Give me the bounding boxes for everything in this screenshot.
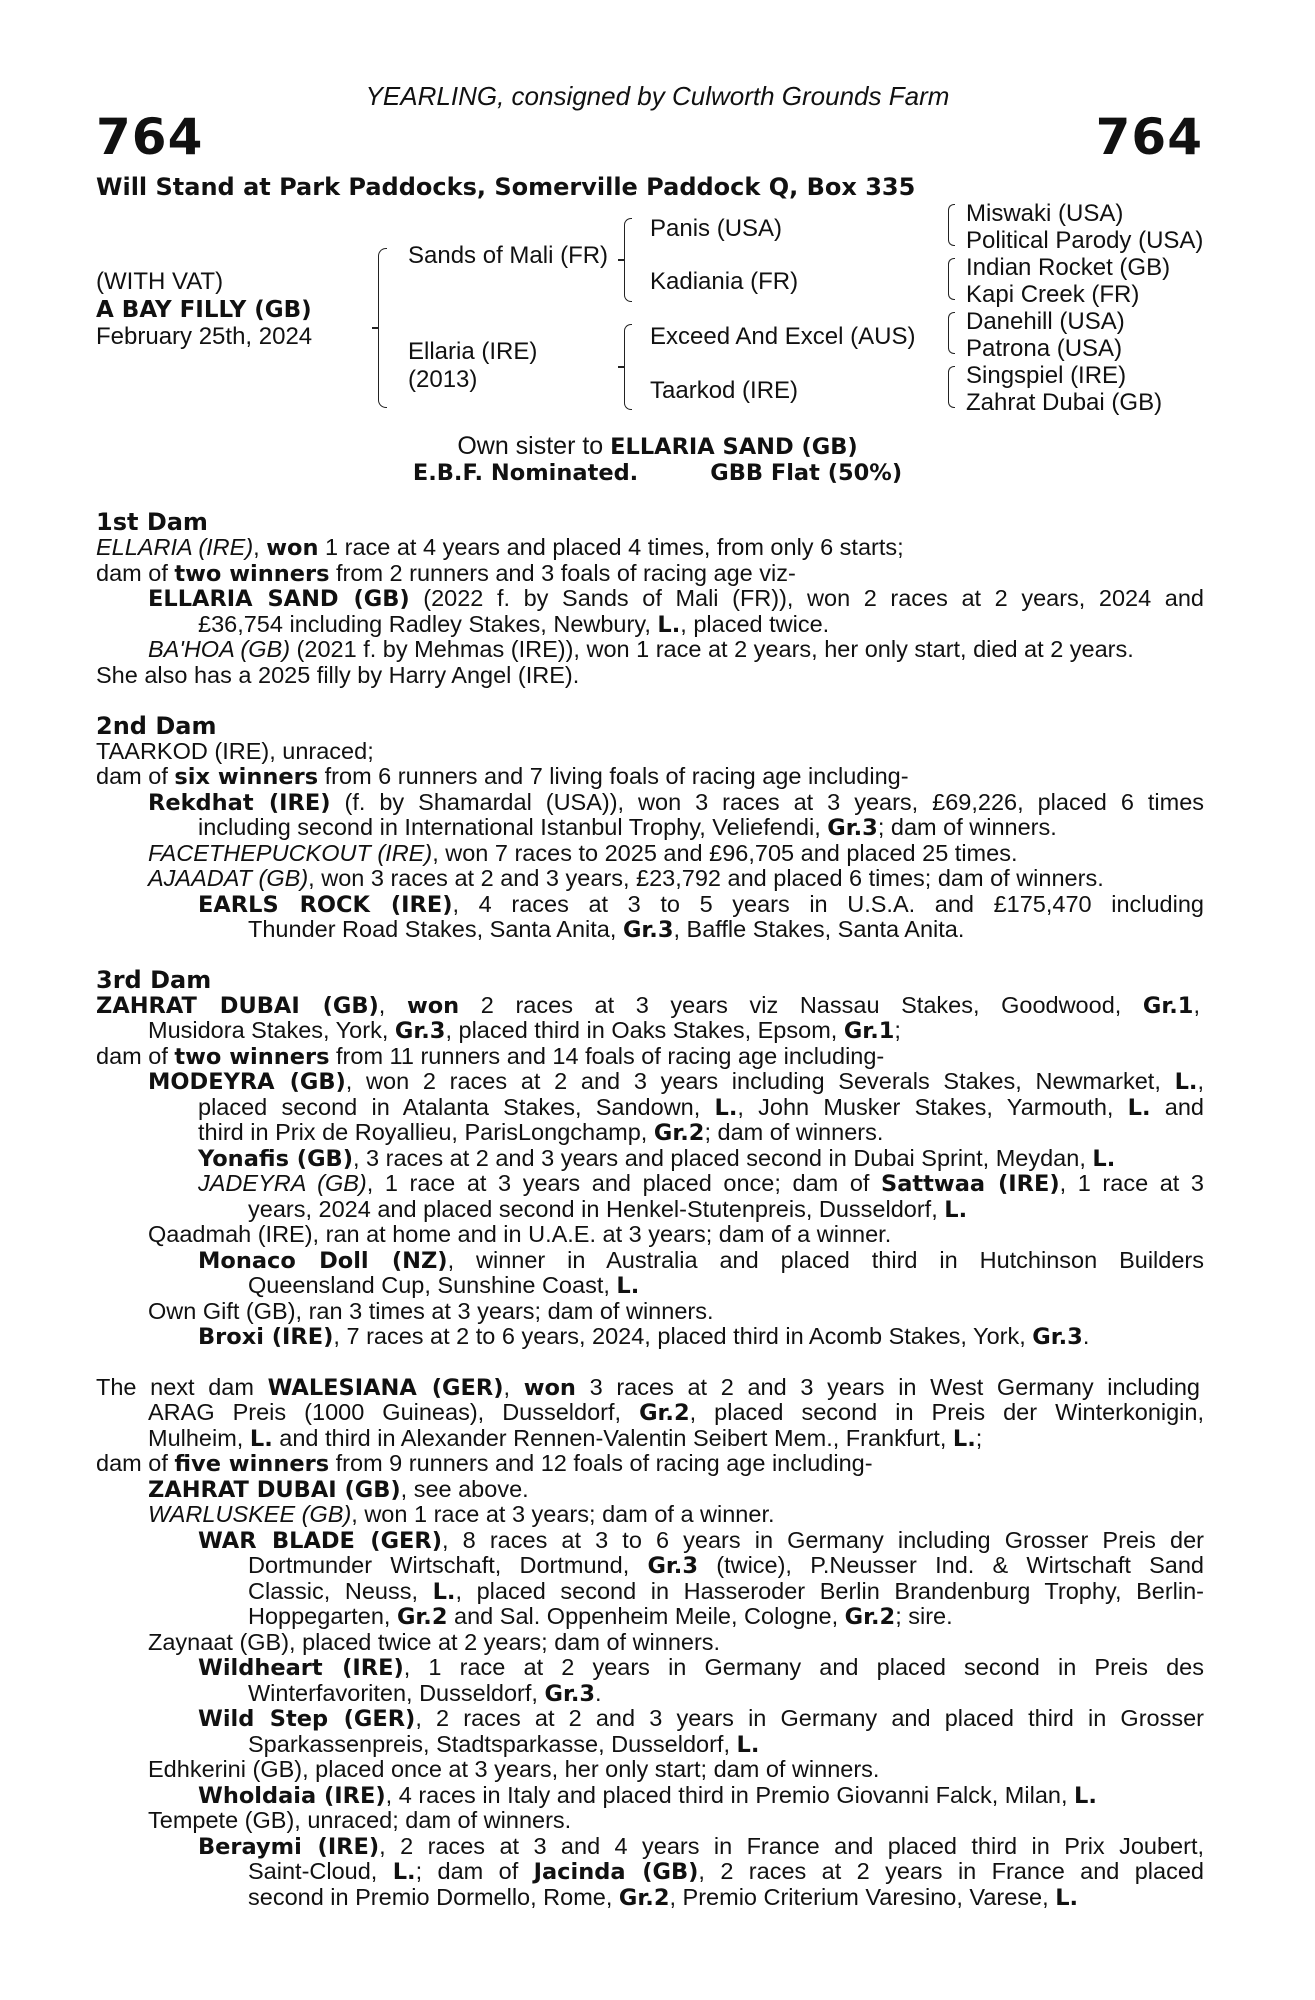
next-dam-line: WARLUSKEE (GB), won 1 race at 3 years; dam of a winner. [148,1501,775,1527]
next-dam-line: WAR BLADE (GER), 8 races at 3 to 6 years in Germany including Grosser Preis der [198,1527,1205,1554]
vat-note: (WITH VAT) [96,268,224,295]
next-dam-line: Wildheart (IRE), 1 race at 2 years in Germany and placed second in Preis des [198,1654,1204,1681]
great-granddam-8: Zahrat Dubai (GB) [966,389,1163,416]
next-dam-line: Edhkerini (GB), placed once at 3 years, her only start; dam of winners. [148,1756,880,1782]
second-dam-line: EARLS ROCK (IRE), 4 races at 3 to 5 years in U.S.A. and £175,470 including [198,891,1204,918]
third-dam-line: third in Prix de Royallieu, ParisLongchamp, Gr.2; dam of winners. [198,1119,884,1146]
foaling-date: February 25th, 2024 [96,323,313,350]
lot-number-right: 764 [1095,108,1203,166]
pedigree-brace-tick [372,327,378,329]
third-dam-line: ZAHRAT DUBAI (GB), won 2 races at 3 years viz Nassau Stakes, Goodwood, Gr.1, [96,992,1200,1019]
second-dam-heading: 2nd Dam [96,712,217,740]
next-dam-line: Dortmunder Wirtschaft, Dortmund, Gr.3 (twice), P.Neusser Ind. & Wirtschaft Sand [248,1552,1204,1579]
third-dam-line: Qaadmah (IRE), ran at home and in U.A.E. at 3 years; dam of a winner. [148,1221,892,1247]
great-grandsire-7: Singspiel (IRE) [966,362,1127,389]
second-dam-line: dam of six winners from 6 runners and 7 living foals of racing age including- [96,763,909,790]
next-dam-line: Winterfavoriten, Dusseldorf, Gr.3. [248,1680,602,1707]
next-dam-line: Saint-Cloud, L.; dam of Jacinda (GB), 2 races at 2 years in France and placed [248,1858,1204,1885]
next-dam-line: Sparkassenpreis, Stadtsparkasse, Dusseldorf, L. [248,1731,760,1758]
next-dam-line: Mulheim, L. and third in Alexander Rennen-Valentin Seibert Mem., Frankfurt, L.; [148,1425,983,1452]
great-grandsire-1: Miswaki (USA) [966,200,1124,227]
pedigree-brace-g1 [948,204,955,246]
next-dam-line: second in Premio Dormello, Rome, Gr.2, Premio Criterium Varesino, Varese, L. [248,1884,1079,1911]
next-dam-line: Classic, Neuss, L., placed second in Hasseroder Berlin Brandenburg Trophy, Berlin- [248,1578,1204,1605]
next-dam-line: The next dam WALESIANA (GER), won 3 races at 2 and 3 years in West Germany including [96,1374,1200,1401]
next-dam-line: ARAG Preis (1000 Guineas), Dusseldorf, Gr.2, placed second in Preis der Winterkonigin, [148,1399,1204,1426]
dam-dam: Taarkod (IRE) [650,377,799,404]
next-dam-line: Beraymi (IRE), 2 races at 3 and 4 years in France and placed third in Prix Joubert, [198,1833,1204,1860]
first-dam-line: ELLARIA SAND (GB) (2022 f. by Sands of Mali (FR)), won 2 races at 2 years, 2024 and [148,585,1204,612]
pedigree-brace-g4 [948,366,955,408]
first-dam-line: £36,754 including Radley Stakes, Newbury, L., placed twice. [198,611,830,638]
pedigree-brace-sire [624,218,632,302]
second-dam-line: TAARKOD (IRE), unraced; [96,738,374,764]
great-granddam-2: Political Parody (USA) [966,227,1204,254]
second-dam-line: Rekdhat (IRE) (f. by Shamardal (USA)), won 3 races at 3 years, £69,226, placed 6 times [148,789,1205,816]
third-dam-line: placed second in Atalanta Stakes, Sandown, L., John Musker Stakes, Yarmouth, L. and [198,1094,1204,1121]
first-dam-line: dam of two winners from 2 runners and 3 foals of racing age viz- [96,560,796,587]
sire-dam: Kadiania (FR) [650,268,799,295]
sire: Sands of Mali (FR) [408,242,609,269]
third-dam-line: JADEYRA (GB), 1 race at 3 years and placed once; dam of Sattwaa (IRE), 1 race at 3 [198,1170,1204,1197]
next-dam-line: Wild Step (GER), 2 races at 2 and 3 years in Germany and placed third in Grosser [198,1705,1204,1732]
great-granddam-6: Patrona (USA) [966,335,1123,362]
third-dam-line: Own Gift (GB), ran 3 times at 3 years; dam of winners. [148,1298,714,1324]
great-grandsire-3: Indian Rocket (GB) [966,254,1171,281]
dam-sire: Exceed And Excel (AUS) [650,323,916,350]
next-dam-line: Wholdaia (IRE), 4 races in Italy and placed third in Premio Giovanni Falck, Milan, L. [198,1782,1097,1809]
third-dam-line: Monaco Doll (NZ), winner in Australia and placed third in Hutchinson Builders [198,1247,1204,1274]
pedigree-brace-g2 [948,258,955,300]
next-dam-line: Zaynaat (GB), placed twice at 2 years; dam of winners. [148,1629,721,1655]
third-dam-line: Queensland Cup, Sunshine Coast, L. [248,1272,640,1299]
nomination-note: E.B.F. Nominated. GBB Flat (50%) [412,460,903,486]
pedigree-brace-tick [618,366,624,368]
pedigree-brace-tick [618,259,624,261]
third-dam-line: MODEYRA (GB), won 2 races at 2 and 3 years including Severals Stakes, Newmarket, L., [148,1068,1204,1095]
first-dam-line: BA'HOA (GB) (2021 f. by Mehmas (IRE)), won 1 race at 2 years, her only start, died at 2 years. [148,636,1134,662]
third-dam-line: years, 2024 and placed second in Henkel-Stutenpreis, Dusseldorf, L. [248,1196,968,1223]
second-dam-line: AJAADAT (GB), won 3 races at 2 and 3 years, £23,792 and placed 6 times; dam of winners. [148,865,1104,891]
third-dam-line: dam of two winners from 11 runners and 14 foals of racing age including- [96,1043,885,1070]
first-dam-line: She also has a 2025 filly by Harry Angel (IRE). [96,662,580,688]
first-dam-line: ELLARIA (IRE), won 1 race at 4 years and placed 4 times, from only 6 starts; [96,534,904,561]
third-dam-line: Broxi (IRE), 7 races at 2 to 6 years, 2024, placed third in Acomb Stakes, York, Gr.3. [198,1323,1090,1350]
lot-title: A BAY FILLY (GB) [96,297,312,323]
next-dam-line: Tempete (GB), unraced; dam of winners. [148,1807,572,1833]
second-dam-line: FACETHEPUCKOUT (IRE), won 7 races to 2025 and £96,705 and placed 25 times. [148,840,1018,866]
pedigree-brace-dam [624,324,632,410]
third-dam-line: Yonafis (GB), 3 races at 2 and 3 years and placed second in Dubai Sprint, Meydan, L. [198,1145,1116,1172]
next-dam-line: ZAHRAT DUBAI (GB), see above. [148,1476,529,1503]
dam: Ellaria (IRE) [408,338,538,365]
first-dam-heading: 1st Dam [96,508,208,536]
great-grandsire-5: Danehill (USA) [966,308,1125,335]
dam-year: (2013) [408,366,478,393]
own-sister-note: Own sister to ELLARIA SAND (GB) [457,432,858,460]
sire-sire: Panis (USA) [650,215,783,242]
next-dam-line: Hoppegarten, Gr.2 and Sal. Oppenheim Meile, Cologne, Gr.2; sire. [248,1603,953,1630]
pedigree-brace-main [378,248,387,408]
third-dam-heading: 3rd Dam [96,966,212,994]
great-granddam-4: Kapi Creek (FR) [966,281,1140,308]
next-dam-line: dam of five winners from 9 runners and 12 foals of racing age including- [96,1450,873,1477]
second-dam-line: Thunder Road Stakes, Santa Anita, Gr.3, Baffle Stakes, Santa Anita. [248,916,965,943]
stand-location: Will Stand at Park Paddocks, Somerville Paddock Q, Box 335 [96,173,916,201]
second-dam-line: including second in International Istanbul Trophy, Veliefendi, Gr.3; dam of winners. [198,814,1057,841]
lot-number-left: 764 [96,108,204,166]
consignor-line: YEARLING, consigned by Culworth Grounds Farm [365,81,950,111]
third-dam-line: Musidora Stakes, York, Gr.3, placed third in Oaks Stakes, Epsom, Gr.1; [148,1017,901,1044]
pedigree-brace-g3 [948,312,955,354]
